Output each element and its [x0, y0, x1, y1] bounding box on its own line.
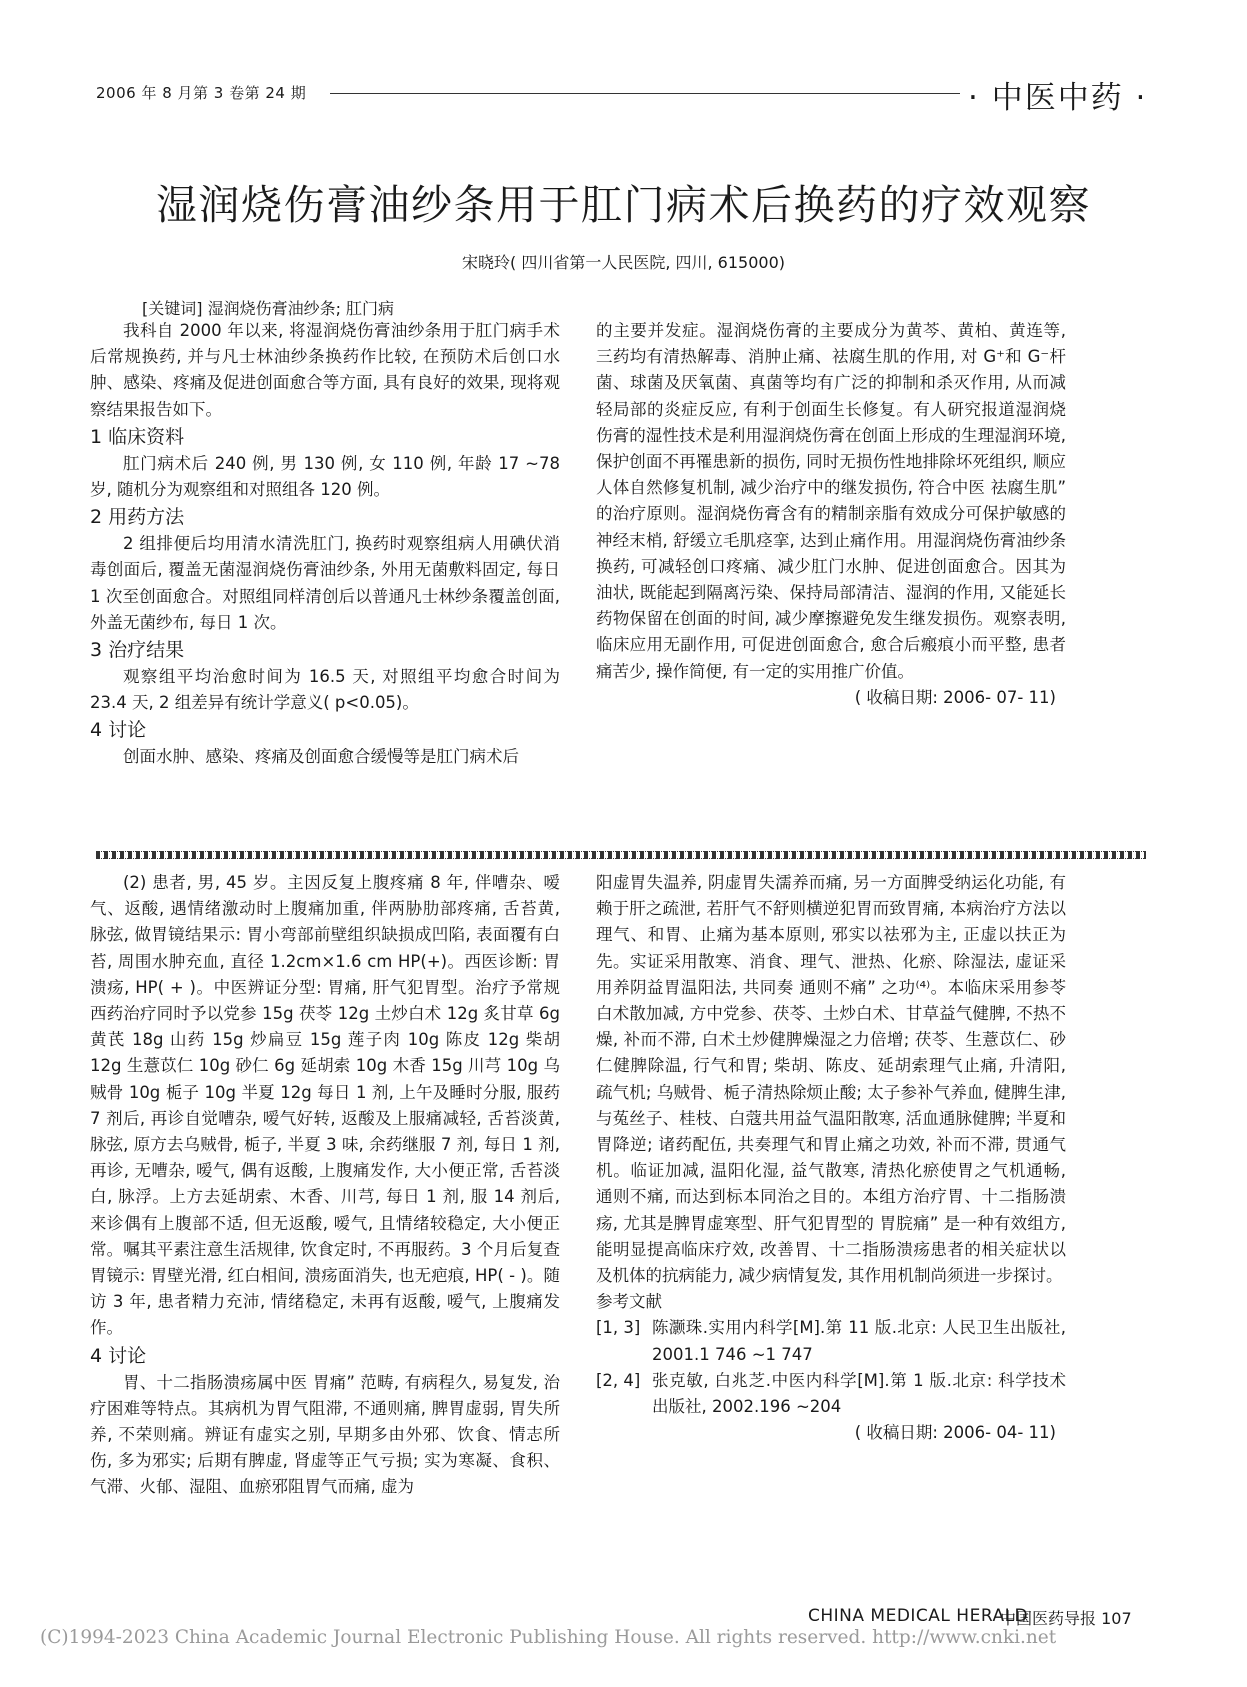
left-column-top — [90, 318, 560, 771]
reference-number: [1, 3] — [596, 1318, 641, 1338]
copyright-watermark: (C)1994-2023 China Academic Journal Electronic Publishing House. All rights reserved. http://www.cnki.net — [40, 1627, 1057, 1648]
keywords: [关键词] 湿润烧伤膏油纱条; 肛门病 — [142, 299, 395, 318]
header-rule — [330, 93, 960, 94]
section-heading: 1 临床资料 — [90, 425, 185, 448]
journal-issue: 2006 年 8 月第 3 卷第 24 期 — [96, 84, 307, 102]
paragraph: 我科自 2000 年以来, 将湿润烧伤膏油纱条用于肛门病手术后常规换药, 并与凡士林油纱条换药作比较, 在预防术后创口水肿、感染、疼痛及促进创面愈合等方面, 具有良好的效果, 现将观察结果报告如下。 — [90, 321, 560, 419]
paragraph-continued: 的主要并发症。湿润烧伤膏的主要成分为黄芩、黄柏、黄连等, 三药均有清热解毒、消肿止痛、祛腐生肌的作用, 对 G⁺和 G⁻杆菌、球菌及厌氧菌、真菌等均有广泛的抑制和杀灭作用, 从而减轻局部的炎症反应, 有利于创面生长修复。有人研究报道湿润烧伤膏的湿性技术是利用湿润烧伤膏在创面上形成的生理湿润环境, 保护创面不再罹患新的损伤, 同时无损伤性地排除坏死组织, 顺应人体自然修复机制, 减少治疗中的继发损伤, 符合中医 祛腐生肌” 的治疗原则。湿润烧伤膏含有的精制亲脂有效成分可保护敏感的神经末梢, 舒缓立毛肌痉挛, 达到止痛作用。用湿润烧伤膏油纱条换药, 可减轻创口疼痛、减少肛门水肿、促进创面愈合。因其为油状, 既能起到隔离污染、保持局部清洁、湿润的作用, 又能延长药物保留在创面的时间, 减少摩擦避免发生继发损伤。观察表明, 临床应用无副作用, 可促进创面愈合, 愈合后瘢痕小而平整, 患者痛苦少, 操作简便, 有一定的实用推广价值。 — [596, 321, 1066, 681]
article-title: 湿润烧伤膏油纱条用于肛门病术后换药的疗效观察 — [156, 181, 1091, 229]
references-heading: 参考文献 — [596, 1292, 662, 1312]
journal-name-page: 中国医药导报 107 — [1000, 1609, 1132, 1628]
received-date: ( 收稿日期: 2006- 04- 11) — [854, 1423, 1056, 1443]
section-divider — [96, 851, 1146, 859]
reference-text: 张克敏, 白兆芝.中医内科学[M].第 1 版.北京: 科学技术出版社, 2002.196 ~204 — [652, 1370, 1066, 1417]
received-date: ( 收稿日期: 2006- 07- 11) — [854, 687, 1056, 707]
section-label: · 中医中药 · — [968, 80, 1148, 116]
paragraph: 2 组排便后均用清水清洗肛门, 换药时观察组病人用碘伏消毒创面后, 覆盖无菌湿润烧伤膏油纱条, 外用无菌敷料固定, 每日 1 次至创面愈合。对照组同样清创后以普通凡士林纱条覆盖创面, 外盖无菌纱布, 每日 1 次。 — [90, 534, 560, 632]
reference-number: [2, 4] — [596, 1370, 641, 1390]
section-heading: 2 用药方法 — [90, 506, 185, 529]
paragraph: 肛门病术后 240 例, 男 130 例, 女 110 例, 年龄 17 ~78 岁, 随机分为观察组和对照组各 120 例。 — [90, 453, 560, 500]
paragraph: 观察组平均治愈时间为 16.5 天, 对照组平均愈合时间为 23.4 天, 2 组差异有统计学意义( p<0.05)。 — [90, 667, 560, 713]
paragraph-continued: 阳虚胃失温养, 阴虚胃失濡养而痛, 另一方面脾受纳运化功能, 有赖于肝之疏泄, 若肝气不舒则横逆犯胃而致胃痛, 本病治疗方法以理气、和胃、止痛为基本原则, 邪实以祛邪为主, 正虚以扶正为先。实证采用散寒、消食、理气、泄热、化瘀、除湿法, 虚证采用养阴益胃温阳法, 共同奏 通则不痛” 之功⁽⁴⁾。本临床采用参苓白术散加减, 方中党参、茯苓、土炒白术、甘草益气健脾, 不热不燥, 补而不滞, 白术土炒健脾燥湿之力倍增; 茯苓、生薏苡仁、砂仁健脾除温, 行气和胃; 柴胡、陈皮、延胡索理气止痛, 升清阳, 疏气机; 乌贼骨、栀子清热除烦止酸; 太子参补气养血, 健脾生津, 与菟丝子、桂枝、白蔻共用益气温阳散寒, 活血通脉健脾; 半夏和胃降逆; 诸药配伍, 共奏理气和胃止痛之功效, 补而不滞, 贯通气机。临证加减, 温阳化湿, 益气散寒, 清热化瘀使胃之气机通畅, 通则不痛, 而达到标本同治之目的。本组方治疗胃、十二指肠溃疡, 尤其是脾胃虚寒型、肝气犯胃型的 胃脘痛” 是一种有效组方, 能明显提高临床疗效, 改善胃、十二指肠溃疡患者的相关症状以及机体的抗病能力, 减少病情复发, 其作用机制尚须进一步探讨。 — [596, 873, 1066, 1286]
journal-name-en: CHINA MEDICAL HERALD — [808, 1606, 1029, 1626]
paragraph: (2) 患者, 男, 45 岁。主因反复上腹疼痛 8 年, 伴嘈杂、嗳气、返酸, 遇情绪激动时上腹痛加重, 伴两胁肋部疼痛, 舌苔黄, 脉弦, 做胃镜结果示: 胃小弯部前壁组织缺损成凹陷, 表面覆有白苔, 周围水肿充血, 直径 1.2cm×1.6 cm HP(+)。西医诊断: 胃溃疡, HP( + )。中医辨证分型: 胃痛, 肝气犯胃型。治疗予常规西药治疗同时予以党参 15g 茯苓 12g 土炒白术 12g 炙甘草 6g 黄芪 18g 山药 15g 炒扁豆 15g 莲子肉 10g 陈皮 12g 柴胡 12g 生薏苡仁 10g 砂仁 6g 延胡索 10g 木香 15g 川芎 10g 乌贼骨 10g 栀子 10g 半夏 12g 每日 1 剂, 上午及睡时分服, 服药 7 剂后, 再诊自觉嘈杂, 嗳气好转, 返酸及上服痛减轻, 舌苔淡黄, 脉弦, 原方去乌贼骨, 栀子, 半夏 3 味, 余药继服 7 剂, 每日 1 剂, 再诊, 无嘈杂, 嗳气, 偶有返酸, 上腹痛发作, 大小便正常, 舌苔淡白, 脉浮。上方去延胡索、木香、川芎, 每日 1 剂, 服 14 剂后, 来诊偶有上腹部不适, 但无返酸, 嗳气, 且情绪较稳定, 大小便正常。嘱其平素注意生活规律, 饮食定时, 不再服药。3 个月后复查胃镜示: 胃壁光滑, 红白相间, 溃疡面消失, 也无疤痕, HP( - )。随访 3 年, 患者精力充沛, 情绪稳定, 未再有返酸, 嗳气, 上腹痛发作。 — [90, 873, 560, 1338]
right-column-top — [596, 318, 1066, 711]
reference-text: 陈灏珠.实用内科学[M].第 11 版.北京: 人民卫生出版社, 2001.1 746 ~1 747 — [652, 1318, 1066, 1364]
author-line: 宋晓玲( 四川省第一人民医院, 四川, 615000) — [462, 253, 785, 272]
paragraph: 创面水肿、感染、疼痛及创面愈合缓慢等是肛门病术后 — [123, 747, 519, 767]
left-column-bottom — [90, 870, 560, 1501]
paragraph: 胃、十二指肠溃疡属中医 胃痛” 范畴, 有病程久, 易复发, 治疗困难等特点。其病机为胃气阻滞, 不通则痛, 脾胃虚弱, 胃失所养, 不荣则痛。辨证有虚实之别, 早期多由外邪、饮食、情志所伤, 多为邪实; 后期有脾虚, 肾虚等正气亏损; 实为寒凝、食积、气滞、火郁、湿阻、血瘀邪阻胃气而痛, 虚为 — [90, 1372, 560, 1497]
reference-item — [596, 1315, 1066, 1367]
right-column-bottom — [596, 870, 1066, 1446]
reference-item — [596, 1368, 1066, 1420]
section-heading: 3 治疗结果 — [90, 639, 185, 662]
section-heading: 4 讨论 — [90, 1344, 147, 1367]
section-heading: 4 讨论 — [90, 719, 147, 742]
